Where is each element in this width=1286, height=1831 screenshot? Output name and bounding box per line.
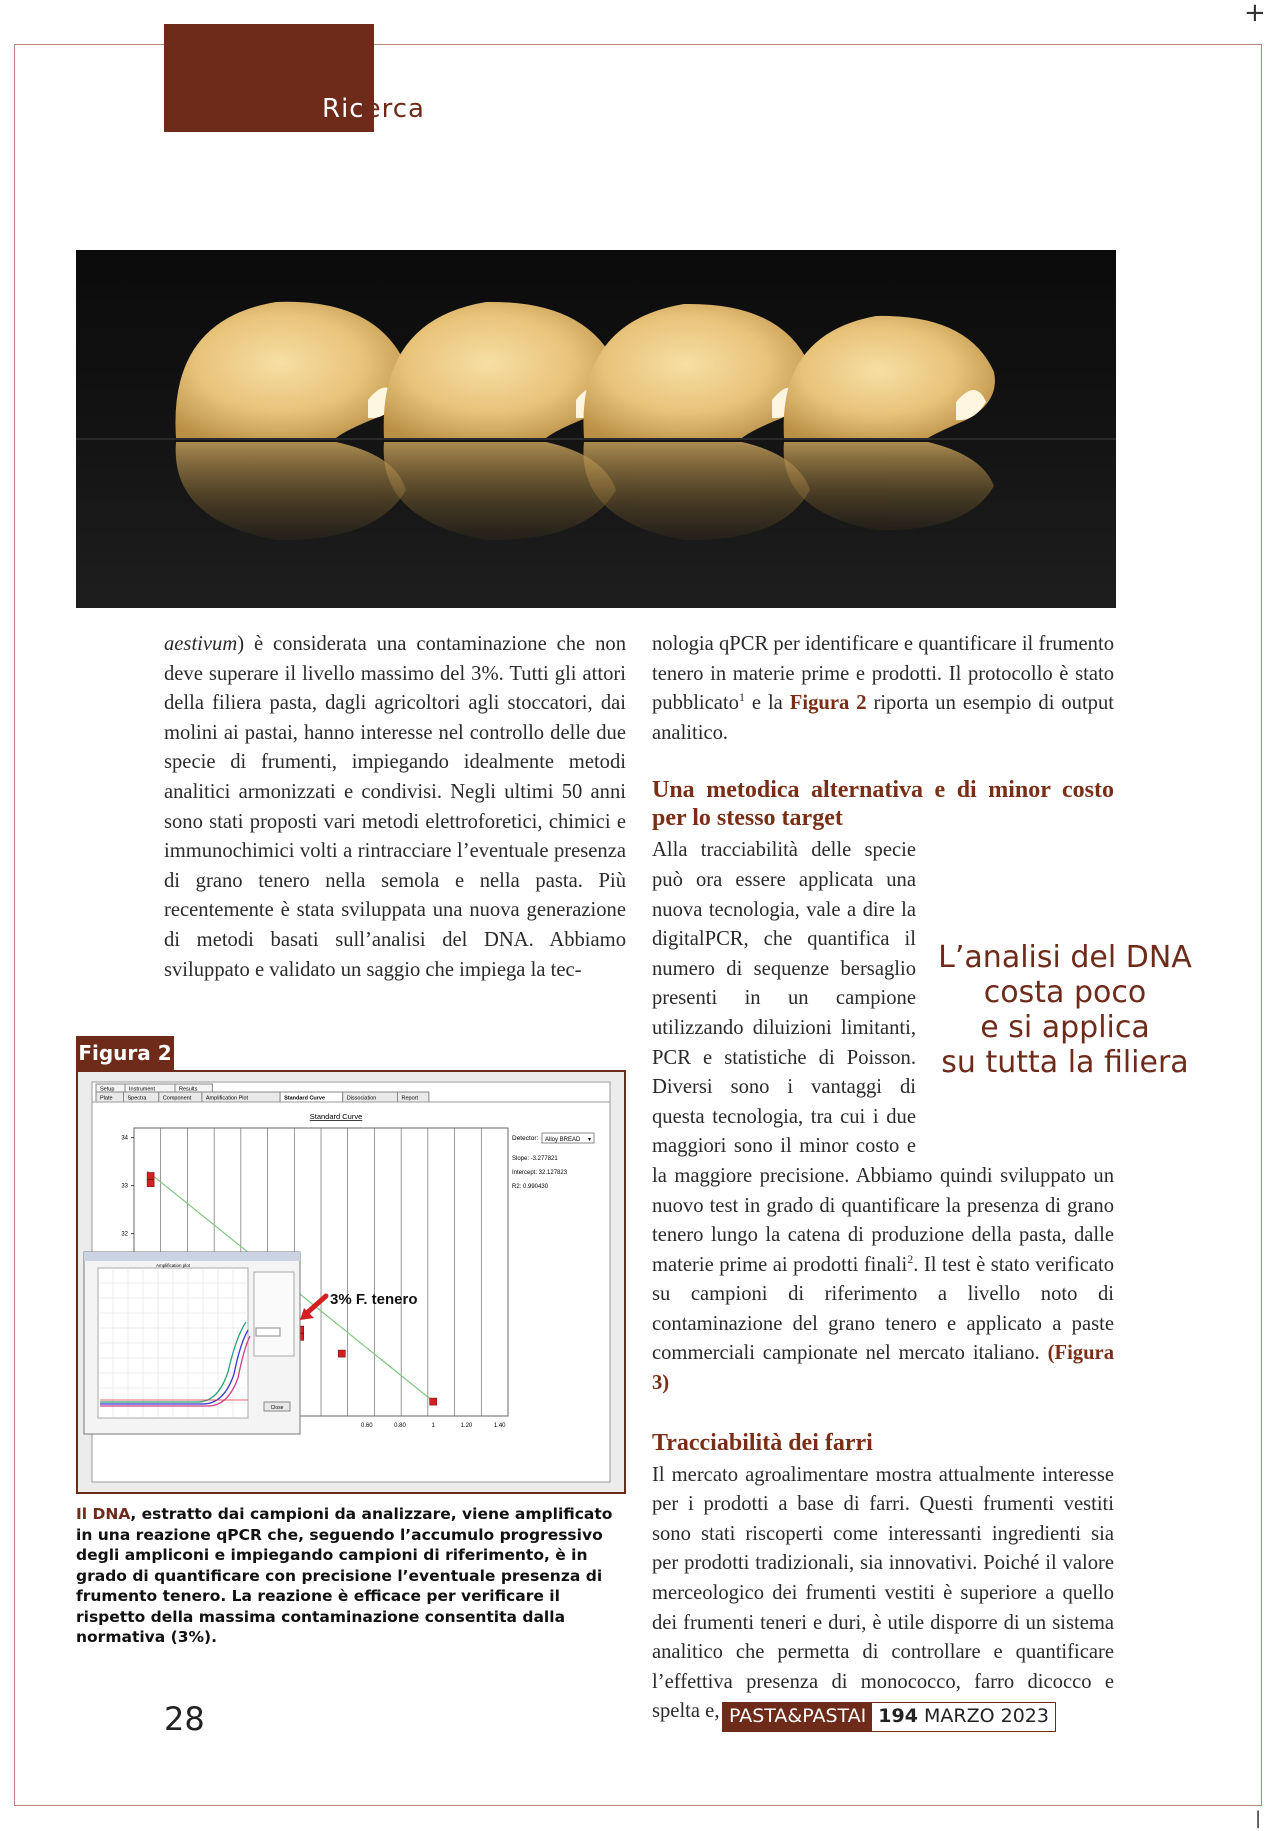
tab-results[interactable]: [175, 1084, 212, 1093]
tab-report[interactable]: [398, 1092, 429, 1102]
italic-lead: aestivum: [164, 633, 238, 655]
x-tick-label: 0.60: [360, 1423, 373, 1429]
r2-readout: R2: 0.990430: [512, 1184, 549, 1190]
svg-text:Setup: Setup: [100, 1086, 115, 1093]
y-tick-label: 32: [121, 1231, 128, 1238]
page-number: 28: [164, 1700, 205, 1738]
chevron-down-icon: ▾: [588, 1137, 592, 1143]
folio: [722, 1702, 1056, 1732]
left-paragraph: [164, 630, 626, 985]
annotation-label: 3% F. tenero: [330, 1291, 418, 1308]
x-tick-label: 1.20: [460, 1423, 473, 1429]
registration-tick-icon: |: [1255, 1808, 1262, 1829]
x-tick-label: 1.40: [493, 1423, 506, 1429]
detector-label: Detector:: [512, 1135, 539, 1142]
pull-quote-line: e si applica: [980, 1010, 1150, 1045]
tab-amplification-plot[interactable]: [202, 1092, 280, 1102]
magazine-name: PASTA&PASTAI: [723, 1703, 872, 1731]
figure-3-ref: (Figura 3): [652, 1342, 1114, 1395]
amplification-inset: [84, 1252, 300, 1434]
shell-2: [384, 302, 617, 438]
svg-text:Dissociation: Dissociation: [346, 1095, 377, 1102]
figure-2-box: [76, 1070, 626, 1494]
left-paragraph-text: ) è considerata una contaminazione che non deve superare il livello massimo del 3%. Tutti gli attori della filiera pasta, dagli agricoltori agli stoccatori, dai molini ai pastai, hanno interesse nel controllo delle due specie di frumenti, impiegando idealmente metodi analitici armonizzati e condivisi. Negli ultimi 50 anni sono stati proposti vari metodi elettroforetici, chimici e immunochimici volti a rintracciare l’eventuale presenza di grano tenero nella semola e nella pasta. Più recentemente è stata sviluppata una nuova generazione di metodi basati sull’analisi del DNA. Abbiamo sviluppato e validato un saggio che impiega la tec-: [164, 633, 626, 981]
tab-standard-curve[interactable]: [280, 1092, 343, 1102]
shell-3: [583, 304, 810, 438]
body-text-left-column: [164, 630, 626, 985]
x-tick-label: 1: [431, 1423, 435, 1429]
shell-reflections: [176, 442, 994, 540]
right-paragraph-1: nologia qPCR per identificare e quantificare il frumento tenero in materie prime e prodotti. Il protocollo è stato pubblicato$^1$ e la Figura 2 riporta un esempio di output analitico.: [652, 633, 1114, 744]
right-paragraph-2: Alla tracciabilità delle specie può ora essere applicata una nuova tecnologia, vale a dire la digitalPCR, che quantifica il numero di sequenze bersaglio presenti in un campione utilizzando diluizioni limitanti, PCR e statistiche di Poisson. Diversi sono i vantaggi di questa tecnologia, tra cui i due maggiori sono il minor costo e la maggiore precisione. Abbiamo quindi sviluppato un nuovo test in grado di quantificare la presenza di grano tenero lungo la catena di produzione della pasta, dalle materie prime ai prodotti finali$^2$. Il test è stato verificato su campioni di riferimento a livello noto di contaminazione del grano tenero e applicato a paste commerciali campionate nel mercato italiano. (Figura 3): [652, 839, 1114, 1395]
intercept-readout: Intercept: 32.127823: [512, 1170, 568, 1176]
tab-instrument[interactable]: [125, 1084, 175, 1093]
pull-quote-line: L’analisi del DNA: [938, 940, 1192, 975]
figure-label: Figura 2: [76, 1036, 174, 1070]
svg-text:Instrument: Instrument: [129, 1086, 155, 1093]
svg-text:Results: Results: [179, 1086, 198, 1093]
pull-quote: [935, 940, 1195, 1080]
registration-mark-icon: +: [1244, 0, 1266, 28]
slope-readout: Slope: -3.277821: [512, 1156, 558, 1162]
y-tick-label: 33: [121, 1183, 128, 1190]
plot-title: Standard Curve: [309, 1112, 363, 1121]
svg-text:Report: Report: [401, 1095, 419, 1102]
svg-text:Standard Curve: Standard Curve: [284, 1095, 326, 1102]
subheading-farri: Tracciabilità dei farri: [652, 1429, 873, 1456]
svg-text:Plate: Plate: [100, 1095, 113, 1102]
subheading-metodica: Una metodica alternativa e di minor costo per lo stesso target: [652, 777, 1114, 832]
body-text-right-column: [652, 630, 1114, 1727]
issue-info: 194 MARZO 2023: [878, 1705, 1049, 1727]
svg-text:Close: Close: [270, 1405, 284, 1411]
tab-row-2: [96, 1092, 429, 1102]
svg-text:Spectra: Spectra: [127, 1095, 147, 1102]
svg-text:Amplification Plot: Amplification Plot: [205, 1095, 249, 1102]
caption-lead: Il DNA: [76, 1505, 131, 1523]
inset-title: Amplification plot: [155, 1263, 191, 1268]
shell-1: [175, 302, 407, 438]
tab-dissociation[interactable]: [343, 1092, 398, 1102]
data-point: [147, 1180, 154, 1187]
data-point: [147, 1173, 154, 1180]
detector-value: Alloy BREAD: [545, 1137, 581, 1143]
pasta-shells-illustration: [76, 250, 1116, 608]
y-tick-label: 34: [121, 1135, 128, 1142]
x-tick-label: 0.80: [394, 1423, 406, 1429]
tab-spectra[interactable]: [124, 1092, 159, 1102]
figure-ref: Figura 2: [789, 692, 867, 715]
tab-row-1: [96, 1084, 212, 1093]
pull-quote-line: costa poco: [983, 975, 1147, 1010]
section-label: Ricerca: [322, 94, 425, 124]
right-paragraph-3: Il mercato agroalimentare mostra attualmente interesse per i prodotti a base di farri. Questi frumenti vestiti sono stati riscoperti come interessanti ingredienti sia per prodotti tradizionali, sia innovativi. Poiché il valore merceologico dei frumenti vestiti è superiore a quello dei frumenti teneri e duri, è utile disporre di un sistema analitico che permetta di controllare e quantificare l’effettiva presenza di monococco, farro dicocco e spelta e,: [652, 1463, 1114, 1723]
shell-4: [784, 316, 995, 438]
tab-component[interactable]: [159, 1092, 202, 1102]
standard-curve-screenshot: [78, 1072, 624, 1492]
pasta-shells-photo: [76, 250, 1116, 608]
tab-setup[interactable]: [96, 1084, 125, 1093]
pull-quote-line: su tutta la filiera: [941, 1045, 1189, 1080]
data-point: [338, 1350, 345, 1357]
tab-plate[interactable]: [96, 1092, 124, 1102]
data-point: [430, 1398, 437, 1405]
figure-caption: Il DNA, estratto dai campioni da analizzare, viene amplificato in una reazione qPCR che, seguendo l’accumulo progressivo degli ampliconi e impiegando campioni di riferimento, è in grado di quantificare con precisione l’eventuale presenza di frumento tenero. La reazione è efficace per verificare il rispetto della massima contaminazione consentita dalla normativa (3%).: [76, 1505, 613, 1646]
svg-text:Component: Component: [162, 1095, 192, 1102]
